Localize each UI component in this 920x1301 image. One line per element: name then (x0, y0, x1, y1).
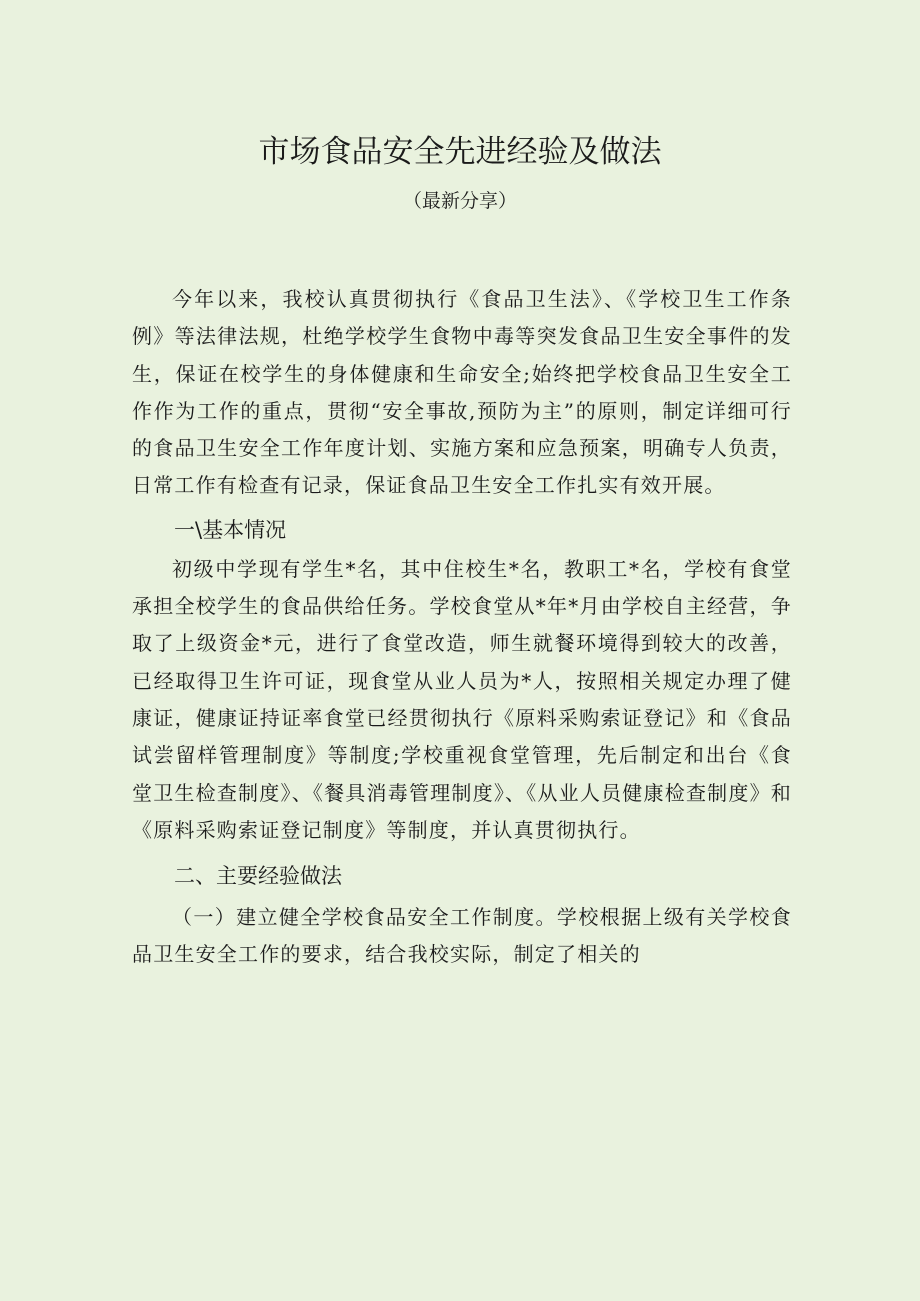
paragraph-intro: 今年以来，我校认真贯彻执行《食品卫生法》、《学校卫生工作条例》等法律法规，杜绝学校学生食物中毒等突发食品卫生安全事件的发生，保证在校学生的身体健康和生命安全;始终把学校食品卫生安全工作作为工作的重点，贯彻“安全事故,预防为主”的原则，制定详细可行的食品卫生安全工作年度计划、实施方案和应急预案，明确专人负责，日常工作有检查有记录，保证食品卫生安全工作扎实有效开展。 (132, 287, 792, 498)
section-heading-basic: 一\基本情况 (174, 517, 287, 542)
document-title: 市场食品安全先进经验及做法 (258, 134, 662, 170)
document-subtitle: （最新分享） (402, 190, 517, 212)
paragraph-basic: 初级中学现有学生*名，其中住校生*名，教职工*名，学校有食堂承担全校学生的食品供给任务。学校食堂从*年*月由学校自主经营，争取了上级资金*元，进行了食堂改造，师生就餐环境得到较大的改善，已经取得卫生许可证，现食堂从业人员为*人，按照相关规定办理了健康证，健康证持证率食堂已经贯彻执行《原料采购索证登记》和《食品试尝留样管理制度》等制度;学校重视食堂管理，先后制定和出台《食堂卫生检查制度》、《餐具消毒管理制度》、《从业人员健康检查制度》和《原料采购索证登记制度》等制度，并认真贯彻执行。 (132, 556, 792, 842)
paragraph-experience-1: （一）建立健全学校食品安全工作制度。学校根据上级有关学校食品卫生安全工作的要求，结合我校实际，制定了相关的 (132, 905, 792, 967)
section-heading-experience: 二、主要经验做法 (174, 864, 342, 889)
document-body (132, 281, 792, 974)
